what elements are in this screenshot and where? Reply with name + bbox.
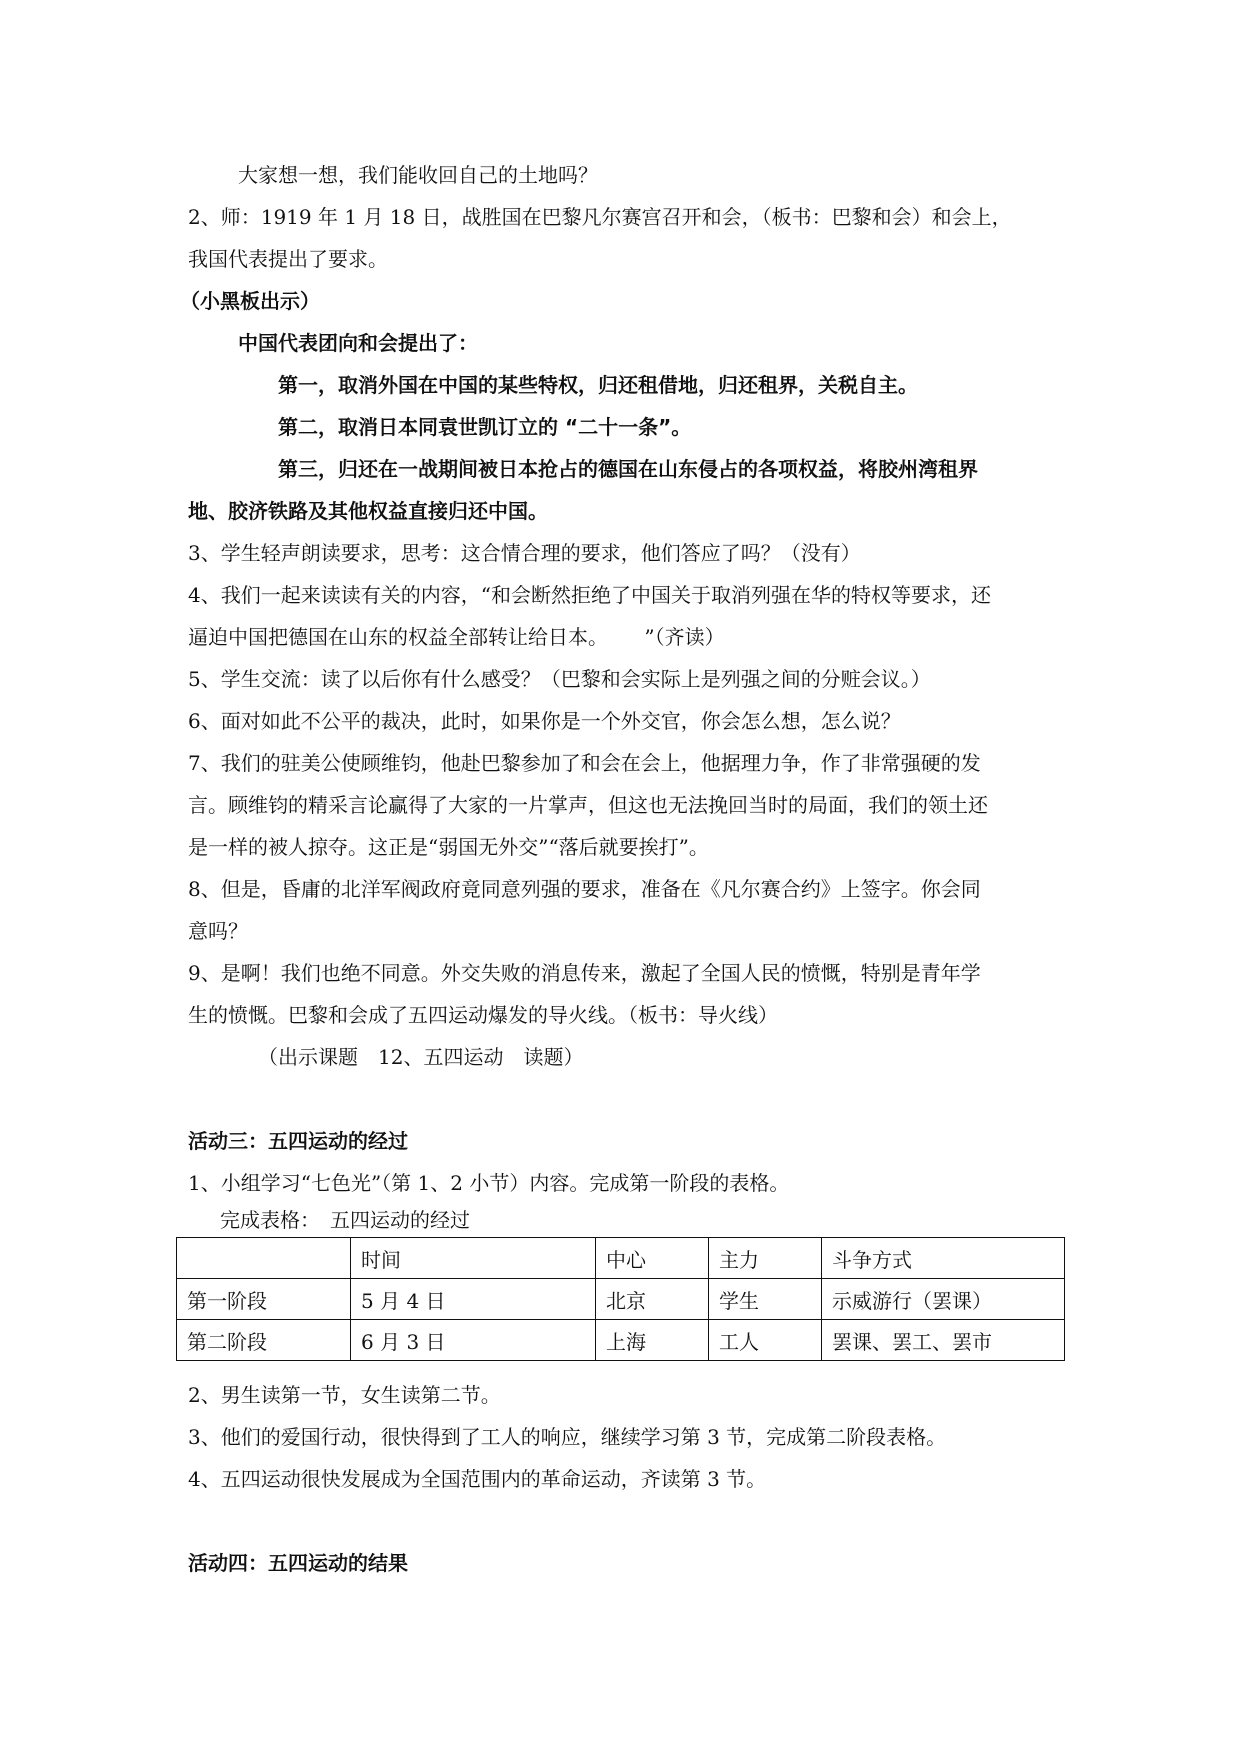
table-cell: 示威游行（罢课） [822, 1279, 1065, 1320]
text-line: 2、师：1919 年 1 月 18 日，战胜国在巴黎凡尔赛宫召开和会，（板书：巴黎和会）和会上， [188, 205, 1012, 229]
text-line: 9、是啊！我们也绝不同意。外交失败的消息传来，激起了全国人民的愤慨，特别是青年学 [188, 961, 981, 985]
process-table [176, 1237, 1065, 1361]
table-row [177, 1279, 1065, 1320]
table-header-cell: 主力 [709, 1238, 822, 1279]
text-line: （小黑板出示） [180, 289, 320, 313]
text-line: 2、男生读第一节，女生读第二节。 [188, 1383, 501, 1407]
table-header-row [177, 1238, 1065, 1279]
text-line: 第三，归还在一战期间被日本抢占的德国在山东侵占的各项权益，将胶州湾租界 [278, 457, 978, 481]
table-cell: 学生 [709, 1279, 822, 1320]
text-line: 是一样的被人掠夺。这正是“弱国无外交”“落后就要挨打”。 [188, 835, 709, 859]
text-line: 我国代表提出了要求。 [188, 247, 388, 271]
text-line: 1、小组学习“七色光”（第 1、2 小节）内容。完成第一阶段的表格。 [188, 1171, 790, 1195]
text-line: 3、学生轻声朗读要求，思考：这合情合理的要求，他们答应了吗？（没有） [188, 541, 861, 565]
text-line: 7、我们的驻美公使顾维钧，他赴巴黎参加了和会在会上，他据理力争，作了非常强硬的发 [188, 751, 981, 775]
table-caption: 完成表格： 五四运动的经过 [220, 1208, 470, 1232]
table-row [177, 1320, 1065, 1361]
section-heading: 活动四：五四运动的结果 [188, 1551, 408, 1575]
table-header-cell [177, 1238, 351, 1279]
table-header-cell: 时间 [351, 1238, 596, 1279]
text-line: （出示课题 12、五四运动 读题） [258, 1045, 584, 1069]
text-line: 言。顾维钧的精采言论赢得了大家的一片掌声，但这也无法挽回当时的局面，我们的领土还 [188, 793, 988, 817]
text-line: 4、我们一起来读读有关的内容，“和会断然拒绝了中国关于取消列强在华的特权等要求，还 [188, 583, 991, 607]
table-cell: 上海 [596, 1320, 709, 1361]
text-line: 生的愤慨。巴黎和会成了五四运动爆发的导火线。（板书：导火线） [188, 1003, 778, 1027]
table-header-cell: 斗争方式 [822, 1238, 1065, 1279]
text-line: 逼迫中国把德国在山东的权益全部转让给日本。 ”（齐读） [188, 625, 725, 649]
text-line: 中国代表团向和会提出了： [238, 331, 478, 355]
text-line: 5、学生交流：读了以后你有什么感受？（巴黎和会实际上是列强之间的分赃会议。） [188, 667, 931, 691]
text-line: 第一，取消外国在中国的某些特权，归还租借地，归还租界，关税自主。 [278, 373, 918, 397]
table-cell: 罢课、罢工、罢市 [822, 1320, 1065, 1361]
table-cell: 6 月 3 日 [351, 1320, 596, 1361]
text-line: 地、胶济铁路及其他权益直接归还中国。 [188, 499, 548, 523]
table-cell: 第二阶段 [177, 1320, 351, 1361]
text-line: 8、但是，昏庸的北洋军阀政府竟同意列强的要求，准备在《凡尔赛合约》上签字。你会同 [188, 877, 981, 901]
text-line: 意吗？ [188, 919, 248, 943]
text-line: 第二，取消日本同袁世凯订立的 “二十一条”。 [278, 415, 692, 439]
text-line: 3、他们的爱国行动，很快得到了工人的响应，继续学习第 3 节，完成第二阶段表格。 [188, 1425, 947, 1449]
text-line: 4、五四运动很快发展成为全国范围内的革命运动，齐读第 3 节。 [188, 1467, 767, 1491]
table-cell: 第一阶段 [177, 1279, 351, 1320]
table-cell: 北京 [596, 1279, 709, 1320]
text-line: 6、面对如此不公平的裁决，此时，如果你是一个外交官，你会怎么想，怎么说？ [188, 709, 901, 733]
text-line: 大家想一想，我们能收回自己的土地吗？ [238, 163, 598, 187]
table-header-cell: 中心 [596, 1238, 709, 1279]
table-cell: 5 月 4 日 [351, 1279, 596, 1320]
section-heading: 活动三：五四运动的经过 [188, 1129, 408, 1153]
table-cell: 工人 [709, 1320, 822, 1361]
